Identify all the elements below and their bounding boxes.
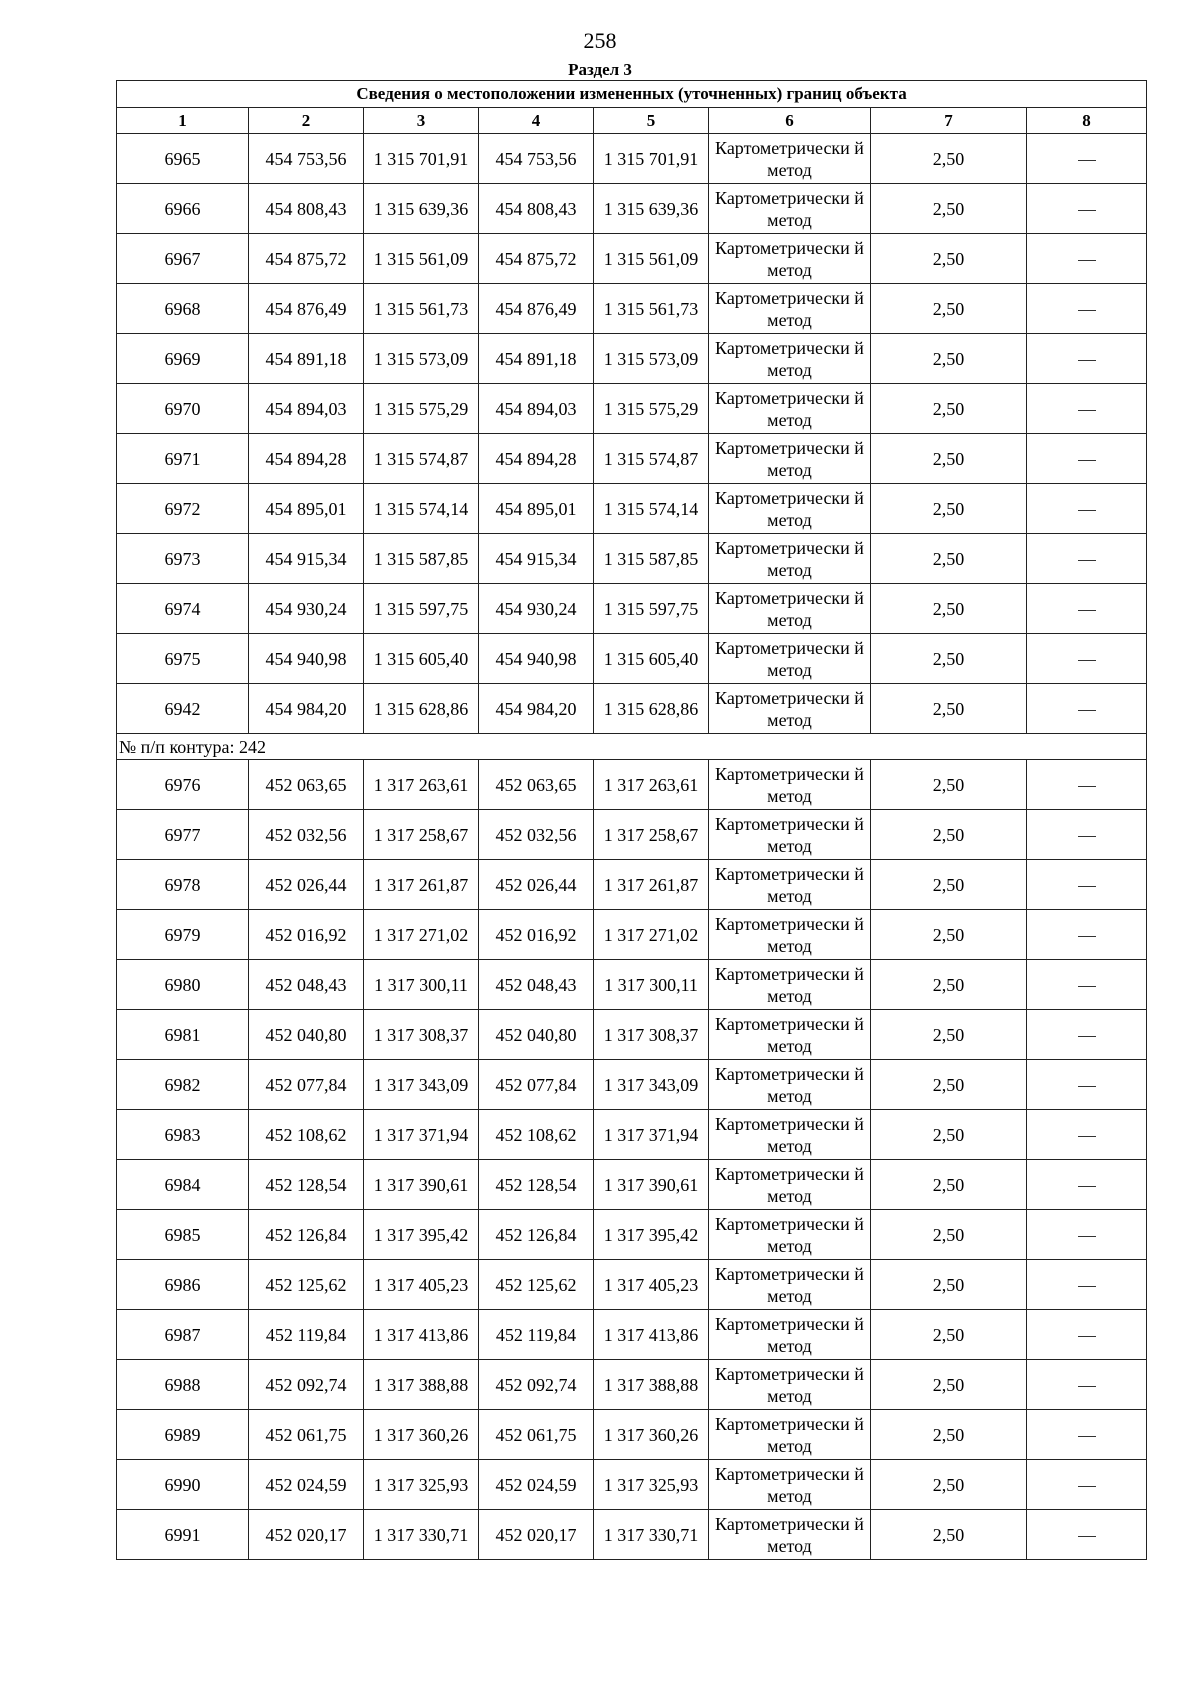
column-header-row	[117, 108, 1147, 134]
y-coordinate: 1 317 325,93	[364, 1460, 479, 1510]
x-coordinate: 454 894,03	[249, 384, 364, 434]
empty-value-dash	[1027, 684, 1147, 734]
y-coordinate-new: 1 317 343,09	[594, 1060, 709, 1110]
y-coordinate-new: 1 317 390,61	[594, 1160, 709, 1210]
table-row	[117, 234, 1147, 284]
y-coordinate: 1 317 300,11	[364, 960, 479, 1010]
dash-mark	[1078, 1286, 1096, 1287]
x-coordinate-new: 454 930,24	[479, 584, 594, 634]
method-cell: Картометрически й метод	[709, 1310, 871, 1360]
table-row	[117, 1010, 1147, 1060]
empty-value-dash	[1027, 1310, 1147, 1360]
x-coordinate-new: 454 891,18	[479, 334, 594, 384]
dash-mark	[1078, 510, 1096, 511]
y-coordinate-new: 1 317 263,61	[594, 760, 709, 810]
table-caption-row	[117, 81, 1147, 108]
point-number: 6988	[117, 1360, 249, 1410]
x-coordinate: 454 895,01	[249, 484, 364, 534]
method-cell: Картометрически й метод	[709, 1160, 871, 1210]
empty-value-dash	[1027, 1110, 1147, 1160]
column-header: 5	[594, 108, 709, 134]
dash-mark	[1078, 560, 1096, 561]
table-row	[117, 760, 1147, 810]
method-cell: Картометрически й метод	[709, 1010, 871, 1060]
empty-value-dash	[1027, 634, 1147, 684]
y-coordinate: 1 315 561,09	[364, 234, 479, 284]
x-coordinate-new: 452 032,56	[479, 810, 594, 860]
x-coordinate: 452 128,54	[249, 1160, 364, 1210]
y-coordinate-new: 1 315 574,87	[594, 434, 709, 484]
accuracy-cell: 2,50	[871, 184, 1027, 234]
dash-mark	[1078, 1086, 1096, 1087]
y-coordinate: 1 317 413,86	[364, 1310, 479, 1360]
accuracy-cell: 2,50	[871, 1310, 1027, 1360]
method-cell: Картометрически й метод	[709, 634, 871, 684]
x-coordinate-new: 454 940,98	[479, 634, 594, 684]
column-header: 2	[249, 108, 364, 134]
x-coordinate-new: 452 119,84	[479, 1310, 594, 1360]
y-coordinate: 1 315 561,73	[364, 284, 479, 334]
dash-mark	[1078, 210, 1096, 211]
accuracy-cell: 2,50	[871, 584, 1027, 634]
table-row	[117, 284, 1147, 334]
empty-value-dash	[1027, 434, 1147, 484]
x-coordinate: 452 077,84	[249, 1060, 364, 1110]
dash-mark	[1078, 1336, 1096, 1337]
section-title: Раздел 3	[568, 60, 632, 79]
x-coordinate: 452 125,62	[249, 1260, 364, 1310]
method-cell: Картометрически й метод	[709, 534, 871, 584]
dash-mark	[1078, 836, 1096, 837]
x-coordinate-new: 454 894,03	[479, 384, 594, 434]
y-coordinate-new: 1 315 701,91	[594, 134, 709, 184]
y-coordinate: 1 317 263,61	[364, 760, 479, 810]
point-number: 6966	[117, 184, 249, 234]
accuracy-cell: 2,50	[871, 334, 1027, 384]
x-coordinate-new: 454 753,56	[479, 134, 594, 184]
point-number: 6978	[117, 860, 249, 910]
method-cell: Картометрически й метод	[709, 1210, 871, 1260]
accuracy-cell: 2,50	[871, 1260, 1027, 1310]
method-cell: Картометрически й метод	[709, 684, 871, 734]
point-number: 6973	[117, 534, 249, 584]
accuracy-cell: 2,50	[871, 1010, 1027, 1060]
x-coordinate-new: 454 915,34	[479, 534, 594, 584]
dash-mark	[1078, 1486, 1096, 1487]
accuracy-cell: 2,50	[871, 1460, 1027, 1510]
accuracy-cell: 2,50	[871, 534, 1027, 584]
table-row	[117, 1210, 1147, 1260]
method-cell: Картометрически й метод	[709, 1410, 871, 1460]
dash-mark	[1078, 1036, 1096, 1037]
x-coordinate: 452 063,65	[249, 760, 364, 810]
dash-mark	[1078, 886, 1096, 887]
x-coordinate: 452 016,92	[249, 910, 364, 960]
point-number: 6981	[117, 1010, 249, 1060]
point-number: 6979	[117, 910, 249, 960]
method-cell: Картометрически й метод	[709, 584, 871, 634]
table-row	[117, 1360, 1147, 1410]
empty-value-dash	[1027, 1360, 1147, 1410]
method-cell: Картометрически й метод	[709, 334, 871, 384]
y-coordinate: 1 315 575,29	[364, 384, 479, 434]
point-number: 6942	[117, 684, 249, 734]
dash-mark	[1078, 160, 1096, 161]
accuracy-cell: 2,50	[871, 1510, 1027, 1560]
method-cell: Картометрически й метод	[709, 1260, 871, 1310]
accuracy-cell: 2,50	[871, 1360, 1027, 1410]
y-coordinate: 1 317 271,02	[364, 910, 479, 960]
accuracy-cell: 2,50	[871, 234, 1027, 284]
table-row	[117, 334, 1147, 384]
y-coordinate-new: 1 315 597,75	[594, 584, 709, 634]
dash-mark	[1078, 1236, 1096, 1237]
x-coordinate-new: 452 016,92	[479, 910, 594, 960]
method-cell: Картометрически й метод	[709, 910, 871, 960]
y-coordinate-new: 1 317 371,94	[594, 1110, 709, 1160]
y-coordinate: 1 315 701,91	[364, 134, 479, 184]
method-cell: Картометрически й метод	[709, 760, 871, 810]
point-number: 6971	[117, 434, 249, 484]
empty-value-dash	[1027, 384, 1147, 434]
dash-mark	[1078, 1386, 1096, 1387]
empty-value-dash	[1027, 1510, 1147, 1560]
accuracy-cell: 2,50	[871, 960, 1027, 1010]
x-coordinate: 452 061,75	[249, 1410, 364, 1460]
y-coordinate: 1 317 390,61	[364, 1160, 479, 1210]
table-caption: Сведения о местоположении измененных (уточненных) границ объекта	[117, 81, 1147, 108]
y-coordinate-new: 1 317 261,87	[594, 860, 709, 910]
x-coordinate-new: 454 875,72	[479, 234, 594, 284]
contour-row	[117, 734, 1147, 760]
y-coordinate-new: 1 315 639,36	[594, 184, 709, 234]
y-coordinate: 1 315 574,14	[364, 484, 479, 534]
y-coordinate-new: 1 317 300,11	[594, 960, 709, 1010]
accuracy-cell: 2,50	[871, 1060, 1027, 1110]
table-row	[117, 434, 1147, 484]
x-coordinate: 452 020,17	[249, 1510, 364, 1560]
x-coordinate-new: 454 895,01	[479, 484, 594, 534]
x-coordinate-new: 452 061,75	[479, 1410, 594, 1460]
accuracy-cell: 2,50	[871, 1110, 1027, 1160]
y-coordinate: 1 317 261,87	[364, 860, 479, 910]
y-coordinate: 1 317 371,94	[364, 1110, 479, 1160]
x-coordinate: 454 894,28	[249, 434, 364, 484]
accuracy-cell: 2,50	[871, 384, 1027, 434]
x-coordinate: 454 930,24	[249, 584, 364, 634]
point-number: 6965	[117, 134, 249, 184]
x-coordinate-new: 452 026,44	[479, 860, 594, 910]
point-number: 6969	[117, 334, 249, 384]
method-cell: Картометрически й метод	[709, 860, 871, 910]
dash-mark	[1078, 260, 1096, 261]
table-row	[117, 1260, 1147, 1310]
table-row	[117, 1110, 1147, 1160]
x-coordinate: 454 876,49	[249, 284, 364, 334]
y-coordinate-new: 1 315 587,85	[594, 534, 709, 584]
y-coordinate: 1 315 587,85	[364, 534, 479, 584]
y-coordinate-new: 1 317 308,37	[594, 1010, 709, 1060]
dash-mark	[1078, 1186, 1096, 1187]
y-coordinate: 1 317 395,42	[364, 1210, 479, 1260]
x-coordinate: 452 040,80	[249, 1010, 364, 1060]
y-coordinate-new: 1 317 388,88	[594, 1360, 709, 1410]
dash-mark	[1078, 1136, 1096, 1137]
empty-value-dash	[1027, 1410, 1147, 1460]
table-row	[117, 910, 1147, 960]
y-coordinate: 1 317 258,67	[364, 810, 479, 860]
y-coordinate-new: 1 317 405,23	[594, 1260, 709, 1310]
dash-mark	[1078, 660, 1096, 661]
table-row	[117, 1060, 1147, 1110]
y-coordinate-new: 1 317 413,86	[594, 1310, 709, 1360]
method-cell: Картометрически й метод	[709, 1360, 871, 1410]
empty-value-dash	[1027, 910, 1147, 960]
empty-value-dash	[1027, 810, 1147, 860]
y-coordinate: 1 315 628,86	[364, 684, 479, 734]
point-number: 6972	[117, 484, 249, 534]
y-coordinate: 1 317 405,23	[364, 1260, 479, 1310]
y-coordinate: 1 315 574,87	[364, 434, 479, 484]
empty-value-dash	[1027, 1010, 1147, 1060]
table-row	[117, 860, 1147, 910]
dash-mark	[1078, 710, 1096, 711]
x-coordinate-new: 454 894,28	[479, 434, 594, 484]
y-coordinate: 1 317 360,26	[364, 1410, 479, 1460]
point-number: 6987	[117, 1310, 249, 1360]
x-coordinate-new: 452 126,84	[479, 1210, 594, 1260]
point-number: 6983	[117, 1110, 249, 1160]
y-coordinate: 1 317 308,37	[364, 1010, 479, 1060]
x-coordinate-new: 454 984,20	[479, 684, 594, 734]
method-cell: Картометрически й метод	[709, 1060, 871, 1110]
accuracy-cell: 2,50	[871, 134, 1027, 184]
dash-mark	[1078, 610, 1096, 611]
empty-value-dash	[1027, 1260, 1147, 1310]
method-cell: Картометрически й метод	[709, 434, 871, 484]
point-number: 6980	[117, 960, 249, 1010]
point-number: 6967	[117, 234, 249, 284]
y-coordinate-new: 1 315 561,73	[594, 284, 709, 334]
column-header: 7	[871, 108, 1027, 134]
method-cell: Картометрически й метод	[709, 1460, 871, 1510]
x-coordinate-new: 452 092,74	[479, 1360, 594, 1410]
empty-value-dash	[1027, 534, 1147, 584]
contour-label: № п/п контура: 242	[119, 736, 267, 757]
y-coordinate-new: 1 317 271,02	[594, 910, 709, 960]
accuracy-cell: 2,50	[871, 634, 1027, 684]
accuracy-cell: 2,50	[871, 484, 1027, 534]
column-header: 4	[479, 108, 594, 134]
x-coordinate: 452 108,62	[249, 1110, 364, 1160]
accuracy-cell: 2,50	[871, 684, 1027, 734]
y-coordinate: 1 317 388,88	[364, 1360, 479, 1410]
x-coordinate-new: 452 077,84	[479, 1060, 594, 1110]
table-row	[117, 1160, 1147, 1210]
point-number: 6970	[117, 384, 249, 434]
accuracy-cell: 2,50	[871, 1160, 1027, 1210]
x-coordinate: 452 024,59	[249, 1460, 364, 1510]
empty-value-dash	[1027, 1160, 1147, 1210]
point-number: 6990	[117, 1460, 249, 1510]
x-coordinate-new: 452 063,65	[479, 760, 594, 810]
method-cell: Картометрически й метод	[709, 284, 871, 334]
x-coordinate: 452 126,84	[249, 1210, 364, 1260]
method-cell: Картометрически й метод	[709, 184, 871, 234]
empty-value-dash	[1027, 234, 1147, 284]
x-coordinate-new: 452 040,80	[479, 1010, 594, 1060]
y-coordinate-new: 1 317 330,71	[594, 1510, 709, 1560]
column-header: 6	[709, 108, 871, 134]
dash-mark	[1078, 986, 1096, 987]
page-number: 258	[583, 28, 617, 53]
accuracy-cell: 2,50	[871, 910, 1027, 960]
y-coordinate-new: 1 317 395,42	[594, 1210, 709, 1260]
empty-value-dash	[1027, 134, 1147, 184]
dash-mark	[1078, 936, 1096, 937]
x-coordinate-new: 452 020,17	[479, 1510, 594, 1560]
accuracy-cell: 2,50	[871, 760, 1027, 810]
table-row	[117, 184, 1147, 234]
y-coordinate: 1 315 597,75	[364, 584, 479, 634]
point-number: 6974	[117, 584, 249, 634]
method-cell: Картометрически й метод	[709, 484, 871, 534]
point-number: 6976	[117, 760, 249, 810]
dash-mark	[1078, 410, 1096, 411]
dash-mark	[1078, 310, 1096, 311]
method-cell: Картометрически й метод	[709, 134, 871, 184]
point-number: 6982	[117, 1060, 249, 1110]
method-cell: Картометрически й метод	[709, 1510, 871, 1560]
column-header: 1	[117, 108, 249, 134]
y-coordinate: 1 317 330,71	[364, 1510, 479, 1560]
accuracy-cell: 2,50	[871, 1210, 1027, 1260]
empty-value-dash	[1027, 334, 1147, 384]
y-coordinate-new: 1 315 605,40	[594, 634, 709, 684]
y-coordinate-new: 1 315 574,14	[594, 484, 709, 534]
table-row	[117, 484, 1147, 534]
empty-value-dash	[1027, 760, 1147, 810]
x-coordinate-new: 452 125,62	[479, 1260, 594, 1310]
empty-value-dash	[1027, 1460, 1147, 1510]
empty-value-dash	[1027, 1210, 1147, 1260]
y-coordinate-new: 1 315 573,09	[594, 334, 709, 384]
x-coordinate: 454 984,20	[249, 684, 364, 734]
empty-value-dash	[1027, 484, 1147, 534]
y-coordinate-new: 1 315 628,86	[594, 684, 709, 734]
x-coordinate: 454 915,34	[249, 534, 364, 584]
y-coordinate-new: 1 317 258,67	[594, 810, 709, 860]
table-row	[117, 684, 1147, 734]
dash-mark	[1078, 360, 1096, 361]
x-coordinate: 452 032,56	[249, 810, 364, 860]
table-row	[117, 534, 1147, 584]
dash-mark	[1078, 1436, 1096, 1437]
table-row	[117, 810, 1147, 860]
method-cell: Картометрически й метод	[709, 384, 871, 434]
y-coordinate-new: 1 315 561,09	[594, 234, 709, 284]
coordinates-table	[116, 80, 1147, 1560]
table-row	[117, 584, 1147, 634]
y-coordinate-new: 1 317 325,93	[594, 1460, 709, 1510]
point-number: 6984	[117, 1160, 249, 1210]
table-row	[117, 1410, 1147, 1460]
x-coordinate-new: 452 024,59	[479, 1460, 594, 1510]
empty-value-dash	[1027, 284, 1147, 334]
x-coordinate: 452 026,44	[249, 860, 364, 910]
y-coordinate: 1 315 573,09	[364, 334, 479, 384]
x-coordinate: 452 048,43	[249, 960, 364, 1010]
accuracy-cell: 2,50	[871, 1410, 1027, 1460]
point-number: 6991	[117, 1510, 249, 1560]
x-coordinate-new: 452 048,43	[479, 960, 594, 1010]
table-row	[117, 634, 1147, 684]
x-coordinate-new: 454 876,49	[479, 284, 594, 334]
dash-mark	[1078, 786, 1096, 787]
dash-mark	[1078, 460, 1096, 461]
table-row	[117, 1460, 1147, 1510]
x-coordinate-new: 454 808,43	[479, 184, 594, 234]
point-number: 6985	[117, 1210, 249, 1260]
table-row	[117, 134, 1147, 184]
method-cell: Картометрически й метод	[709, 1110, 871, 1160]
accuracy-cell: 2,50	[871, 810, 1027, 860]
x-coordinate: 452 092,74	[249, 1360, 364, 1410]
point-number: 6975	[117, 634, 249, 684]
method-cell: Картометрически й метод	[709, 960, 871, 1010]
accuracy-cell: 2,50	[871, 860, 1027, 910]
y-coordinate: 1 317 343,09	[364, 1060, 479, 1110]
y-coordinate: 1 315 639,36	[364, 184, 479, 234]
empty-value-dash	[1027, 184, 1147, 234]
x-coordinate: 454 875,72	[249, 234, 364, 284]
empty-value-dash	[1027, 1060, 1147, 1110]
column-header: 8	[1027, 108, 1147, 134]
x-coordinate: 454 940,98	[249, 634, 364, 684]
x-coordinate: 454 808,43	[249, 184, 364, 234]
point-number: 6989	[117, 1410, 249, 1460]
empty-value-dash	[1027, 860, 1147, 910]
point-number: 6968	[117, 284, 249, 334]
x-coordinate-new: 452 108,62	[479, 1110, 594, 1160]
x-coordinate: 454 753,56	[249, 134, 364, 184]
y-coordinate-new: 1 315 575,29	[594, 384, 709, 434]
table-row	[117, 1310, 1147, 1360]
dash-mark	[1078, 1536, 1096, 1537]
point-number: 6986	[117, 1260, 249, 1310]
accuracy-cell: 2,50	[871, 284, 1027, 334]
empty-value-dash	[1027, 960, 1147, 1010]
method-cell: Картометрически й метод	[709, 810, 871, 860]
x-coordinate: 454 891,18	[249, 334, 364, 384]
empty-value-dash	[1027, 584, 1147, 634]
table-row	[117, 960, 1147, 1010]
contour-cell	[117, 734, 1147, 760]
x-coordinate-new: 452 128,54	[479, 1160, 594, 1210]
table-row	[117, 384, 1147, 434]
method-cell: Картометрически й метод	[709, 234, 871, 284]
y-coordinate: 1 315 605,40	[364, 634, 479, 684]
table-row	[117, 1510, 1147, 1560]
y-coordinate-new: 1 317 360,26	[594, 1410, 709, 1460]
x-coordinate: 452 119,84	[249, 1310, 364, 1360]
accuracy-cell: 2,50	[871, 434, 1027, 484]
column-header: 3	[364, 108, 479, 134]
point-number: 6977	[117, 810, 249, 860]
